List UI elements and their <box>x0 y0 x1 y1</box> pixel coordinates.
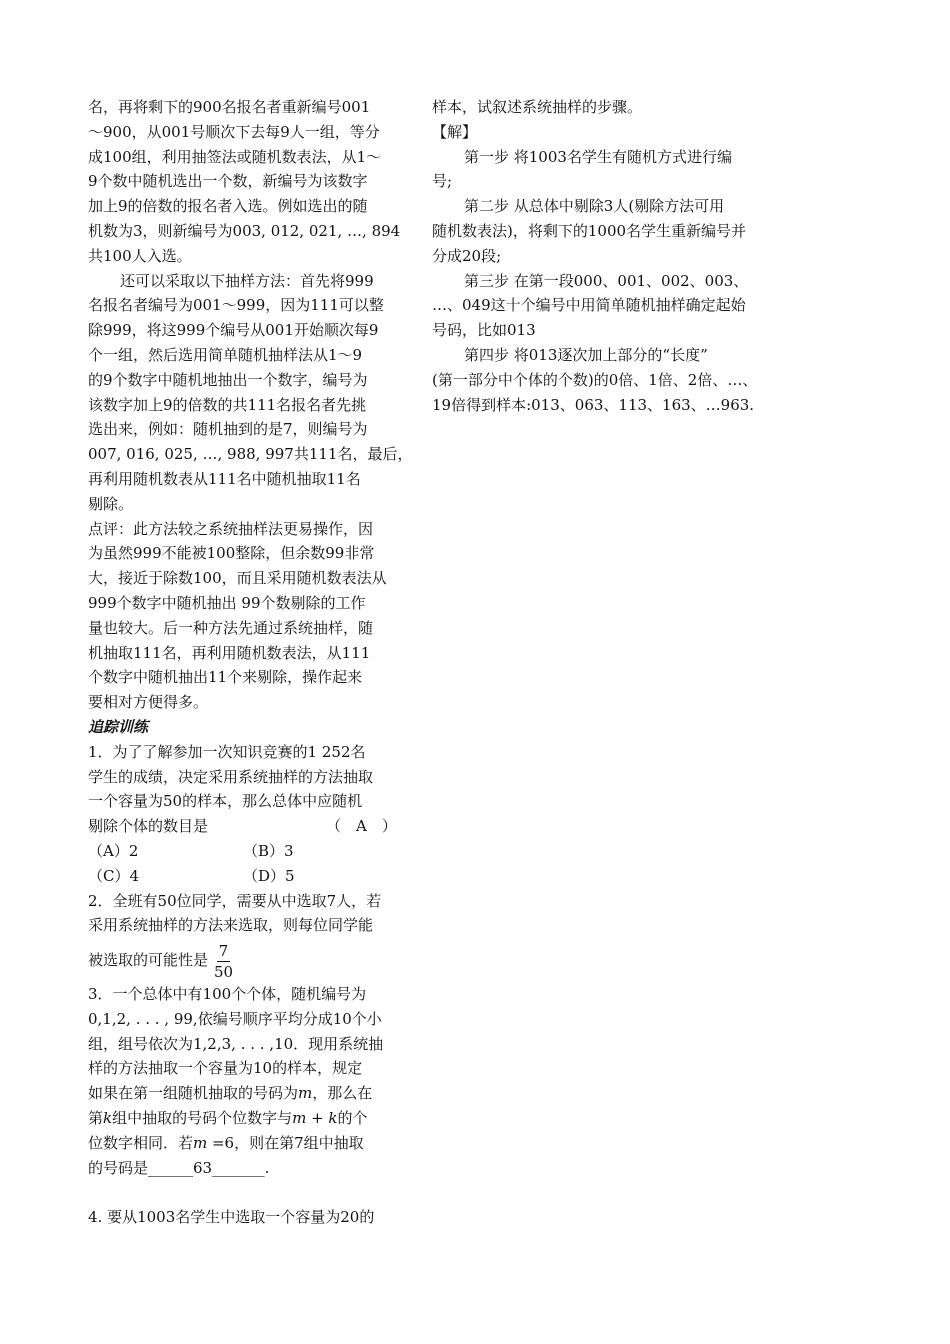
text-line: 随机数表法)，将剩下的1000名学生重新编号并 <box>432 221 747 240</box>
fraction-numerator: 7 <box>218 941 229 960</box>
option-b: （B）3 <box>243 841 294 860</box>
text-line: 要相对方便得多。 <box>88 693 209 712</box>
text-line: 第二步 从总体中剔除3人(剔除方法可用 <box>464 197 725 216</box>
answer-choice: （ A ） <box>326 817 397 836</box>
section-heading: 追踪训练 <box>88 717 149 736</box>
text-line: 号; <box>432 172 453 191</box>
text-line: 号码，比如013 <box>432 321 536 340</box>
question-text: 剔除个体的数目是 <box>88 817 209 836</box>
text-line: 机数为3，则新编号为003, 012, 021, …, 894 <box>88 221 401 240</box>
question-4 <box>88 1205 406 1230</box>
text-line: 的号码是______63_______. <box>88 1158 270 1177</box>
text-line: 学生的成绩，决定采用系统抽样的方法抽取 <box>88 767 374 786</box>
text-line: 第四步 将013逐次加上部分的“长度” <box>464 345 708 364</box>
step-2 <box>432 194 782 268</box>
text-line: 第𝑘组中抽取的号码个位数字与𝑚 + 𝑘的个 <box>88 1109 368 1128</box>
text-line: 还可以采取以下抽样方法：首先将999 <box>120 271 374 290</box>
text-line: 大，接近于除数100，而且采用随机数表法从 <box>88 569 387 588</box>
question-text: 被选取的可能性是 <box>88 951 209 970</box>
text-line: 一个容量为50的样本，那么总体中应随机 <box>88 792 363 811</box>
text-line: 名报名者编号为001～999，因为111可以整 <box>88 296 384 315</box>
step-3 <box>432 269 782 343</box>
paragraph-2 <box>88 269 413 517</box>
text-line: 9个数中随机选出一个数，新编号为该数字 <box>88 172 368 191</box>
text-line: 999个数字中随机抽出 99个数剔除的工作 <box>88 593 366 612</box>
text-line: 采用系统抽样的方法来选取，则每位同学能 <box>88 916 374 935</box>
text-line: 位数字相同．若𝑚 =6，则在第7组中抽取 <box>88 1133 364 1152</box>
text-line <box>88 814 406 839</box>
text-line: 4. 要从1003名学生中选取一个容量为20的 <box>88 1208 375 1227</box>
text-line <box>88 938 406 982</box>
option-d: （D）5 <box>243 866 295 885</box>
text-line: 个一组，然后选用简单随机抽样法从1～9 <box>88 345 363 364</box>
text-line: 组，组号依次为1,2,3, . . . ,10．现用系统抽 <box>88 1034 384 1053</box>
text-line: 剔除。 <box>88 494 134 513</box>
text-line: 除999，将这999个编号从001开始顺次每9 <box>88 321 379 340</box>
text-line: 第三步 在第一段000、001、002、003、 <box>464 271 749 290</box>
text-line: 19倍得到样本:013、063、113、163、…963. <box>432 395 755 414</box>
text-line: 加上9的倍数的报名者入选。例如选出的随 <box>88 197 368 216</box>
text-line: 0,1,2, . . . , 99,依编号顺序平均分成10个小 <box>88 1009 382 1028</box>
text-line: 选出来，例如：随机抽到的是7，则编号为 <box>88 420 368 439</box>
text-line: 1．为了了解参加一次知识竞赛的1 252名 <box>88 742 366 761</box>
text-line: 样的方法抽取一个容量为10的样本，规定 <box>88 1059 363 1078</box>
fraction <box>212 941 235 982</box>
fraction-denominator: 50 <box>214 962 234 981</box>
step-4 <box>432 343 782 417</box>
paragraph-1 <box>88 95 406 269</box>
option-a: （A）2 <box>88 841 139 860</box>
text-line: 成100组，利用抽签法或随机数表法，从1～ <box>88 147 382 166</box>
text-line: 共100人入选。 <box>88 246 192 265</box>
text-line: 第一步 将1003名学生有随机方式进行编 <box>464 147 732 166</box>
options-row <box>88 864 406 889</box>
text-line: 2．全班有50位同学，需要从中选取7人，若 <box>88 891 382 910</box>
text-line: 再利用随机数表从111名中随机抽取11名 <box>88 469 361 488</box>
text-line: 如果在第一组随机抽取的号码为𝑚，那么在 <box>88 1084 373 1103</box>
text-line: 机抽取111名，再利用随机数表法，从111 <box>88 643 371 662</box>
text-line: 量也较大。后一种方法先通过系统抽样，随 <box>88 618 374 637</box>
options-row <box>88 839 406 864</box>
text-line: 的9个数字中随机地抽出一个数字，编号为 <box>88 370 368 389</box>
solution-label: 【解】 <box>432 122 478 141</box>
comment-paragraph <box>88 517 406 715</box>
text-line: …、049这十个编号中用简单随机抽样确定起始 <box>432 296 746 315</box>
text-line: 3．一个总体中有100个个体，随机编号为 <box>88 985 367 1004</box>
text-line: 007, 016, 025, …, 988, 997共111名，最后， <box>88 445 413 464</box>
question-1 <box>88 740 406 889</box>
text-line: 分成20段; <box>432 246 502 265</box>
text-line: 点评：此方法较之系统抽样法更易操作，因 <box>88 519 374 538</box>
option-c: （C）4 <box>88 866 140 885</box>
text-line: 名，再将剩下的900名报名者重新编号001 <box>88 98 371 116</box>
text-line: ～900，从001号顺次下去每9人一组，等分 <box>88 122 380 141</box>
text-line: 样本，试叙述系统抽样的步骤。 <box>432 98 643 116</box>
right-column <box>432 95 782 417</box>
question-3 <box>88 982 406 1180</box>
spacer <box>88 1180 406 1205</box>
text-line: 该数字加上9的倍数的共111名报名者先挑 <box>88 395 367 414</box>
question-2 <box>88 889 406 983</box>
text-line: 个数字中随机抽出11个来剔除，操作起来 <box>88 668 363 687</box>
text-line: (第一部分中个体的个数)的0倍、1倍、2倍、…、 <box>432 370 758 389</box>
text-line: 为虽然999不能被100整除，但余数99非常 <box>88 544 375 563</box>
left-column <box>88 95 413 1230</box>
step-1 <box>432 145 782 195</box>
